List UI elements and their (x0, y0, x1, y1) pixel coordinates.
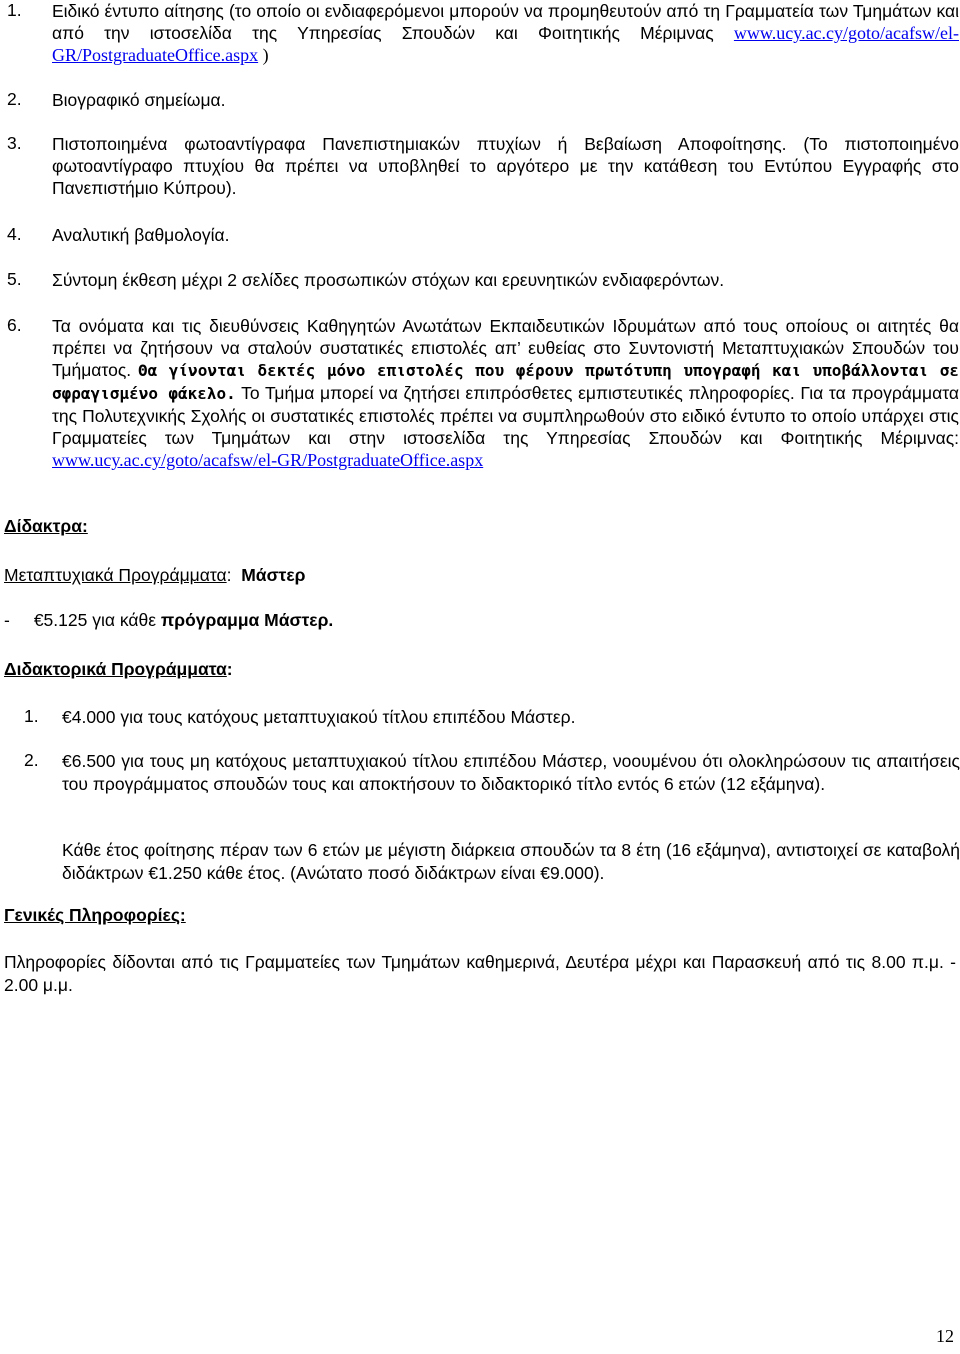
list-number: 2. (24, 750, 39, 770)
list-item-text: Σύντομη έκθεση μέχρι 2 σελίδες προσωπικών στόχων και ερευνητικών ενδιαφερόντων. (52, 270, 725, 290)
doctoral-extra-text: Κάθε έτος φοίτησης πέραν των 6 ετών με μέγιστη διάρκεια σπουδών τα 8 έτη (16 εξάμηνα), αντιστοιχεί σε καταβολή διδάκτρων €1.250 κάθε έτος. (Ανώτατο ποσό διδάκτρων είναι €9.000). (62, 840, 960, 883)
masters-label: Μεταπτυχιακά Προγράμματα (4, 565, 227, 585)
list-number: 1. (24, 706, 39, 726)
general-info-text: Πληροφορίες δίδονται από τις Γραμματείες των Τμημάτων καθημερινά, Δευτέρα μέχρι και Παρασκευή από τις 8.00 π.μ. - 2.00 μ.μ. (4, 952, 956, 995)
list-item-6 (7, 315, 960, 471)
item-1-text: Ειδικό έντυπο αίτησης (το οποίο οι ενδιαφερόμενοι μπορούν να προμηθευτούν από τη Γραμματεία των Τμημάτων και από την ιστοσελίδα της Υπηρεσίας Σπουδών και Φοιτητικής Μέριμνας (52, 1, 959, 43)
doctoral-fee-1-text: €4.000 για τους κατόχους μεταπτυχιακού τίτλου επιπέδου Μάστερ. (62, 707, 576, 727)
masters-colon: : (226, 565, 242, 585)
item-1-closing: ) (258, 45, 269, 65)
item-6-text: Τα ονόματα και τις διευθύνσεις Καθηγητών Ανωτάτων Εκπαιδευτικών Ιδρυμάτων από τους οποίους οι αιτητές θα πρέπει να ζητήσουν να σταλούν συστατικές επιστολές απ’ ευθείας στο Συντονιστή Μεταπτυχιακών Σπουδών του Τμήματος. (52, 316, 959, 380)
doctoral-colon: : (226, 659, 233, 679)
item-6-bold-text: Θα γίνονται δεκτές μόνο επιστολές που φέρουν πρωτότυπη υπογραφή και υποβάλλονται σε σφραγισμένο φάκελο. (52, 361, 959, 403)
list-item-4 (7, 224, 960, 246)
fees-heading: Δίδακτρα: (4, 516, 88, 536)
list-item-3 (7, 133, 960, 199)
list-number: 3. (7, 133, 22, 153)
doctoral-extra-paragraph (24, 839, 960, 885)
list-number: 6. (7, 315, 22, 335)
list-item-1 (7, 0, 960, 66)
masters-fee-text: €5.125 για κάθε (33, 610, 161, 630)
list-item-5 (7, 269, 960, 291)
masters-value: Μάστερ (241, 565, 306, 585)
general-info-heading: Γενικές Πληροφορίες: (4, 905, 186, 925)
list-number: 1. (7, 0, 22, 20)
postgraduate-office-link[interactable]: www.ucy.ac.cy/goto/acafsw/el-GR/PostgraduateOffice.aspx (52, 23, 959, 65)
masters-fee-bold: πρόγραμμα Μάστερ. (160, 610, 334, 630)
page-number: 12 (936, 1326, 954, 1346)
doctoral-heading-text: Διδακτορικά Προγράμματα (4, 659, 227, 679)
list-number: 4. (7, 224, 22, 244)
masters-fee-line (4, 610, 333, 631)
masters-programs-line (4, 565, 305, 586)
item-6-text-continued: Το Τμήμα μπορεί να ζητήσει επιπρόσθετες εμπιστευτικές πληροφορίες. Για τα προγράμματα της Πολυτεχνικής Σχολής οι συστατικές επιστολές πρέπει να συμπληρωθούν στο ειδικό έντυπο το οποίο υπάρχει στις Γραμματείες των Τμημάτων και στην ιστοσελίδα της Υπηρεσίας Σπουδών και Φοιτητικής Μέριμνας: (52, 383, 959, 448)
list-item-text (52, 0, 959, 66)
doctoral-fee-1 (24, 706, 960, 729)
list-item-text: Βιογραφικό σημείωμα. (52, 90, 226, 110)
dash-bullet: - (4, 610, 10, 630)
list-item-text: Αναλυτική βαθμολογία. (52, 225, 230, 245)
postgraduate-office-link[interactable]: www.ucy.ac.cy/goto/acafsw/el-GR/PostgraduateOffice.aspx (52, 450, 484, 470)
doctoral-fee-2 (24, 750, 960, 796)
list-item-text: Πιστοποιημένα φωτοαντίγραφα Πανεπιστημιακών πτυχίων ή Βεβαίωση Αποφοίτησης. (Το πιστοποιημένο φωτοαντίγραφο πτυχίου θα πρέπει να υποβληθεί το αργότερο με την κατάθεση του Εντύπου Εγγραφής στο Πανεπιστήμιο Κύπρου). (52, 134, 959, 198)
list-number: 5. (7, 269, 22, 289)
doctoral-heading (4, 659, 233, 680)
doctoral-fee-2-text: €6.500 για τους μη κατόχους μεταπτυχιακού τίτλου επιπέδου Μάστερ, νοουμένου ότι ολοκληρώσουν τις απαιτήσεις του προγράμματος σπουδών τους και αποκτήσουν το διδακτορικό τίτλο εντός 6 ετών (12 εξάμηνα). (62, 751, 960, 794)
list-item-text (52, 315, 959, 471)
list-item-2 (7, 89, 960, 111)
list-number: 2. (7, 89, 22, 109)
